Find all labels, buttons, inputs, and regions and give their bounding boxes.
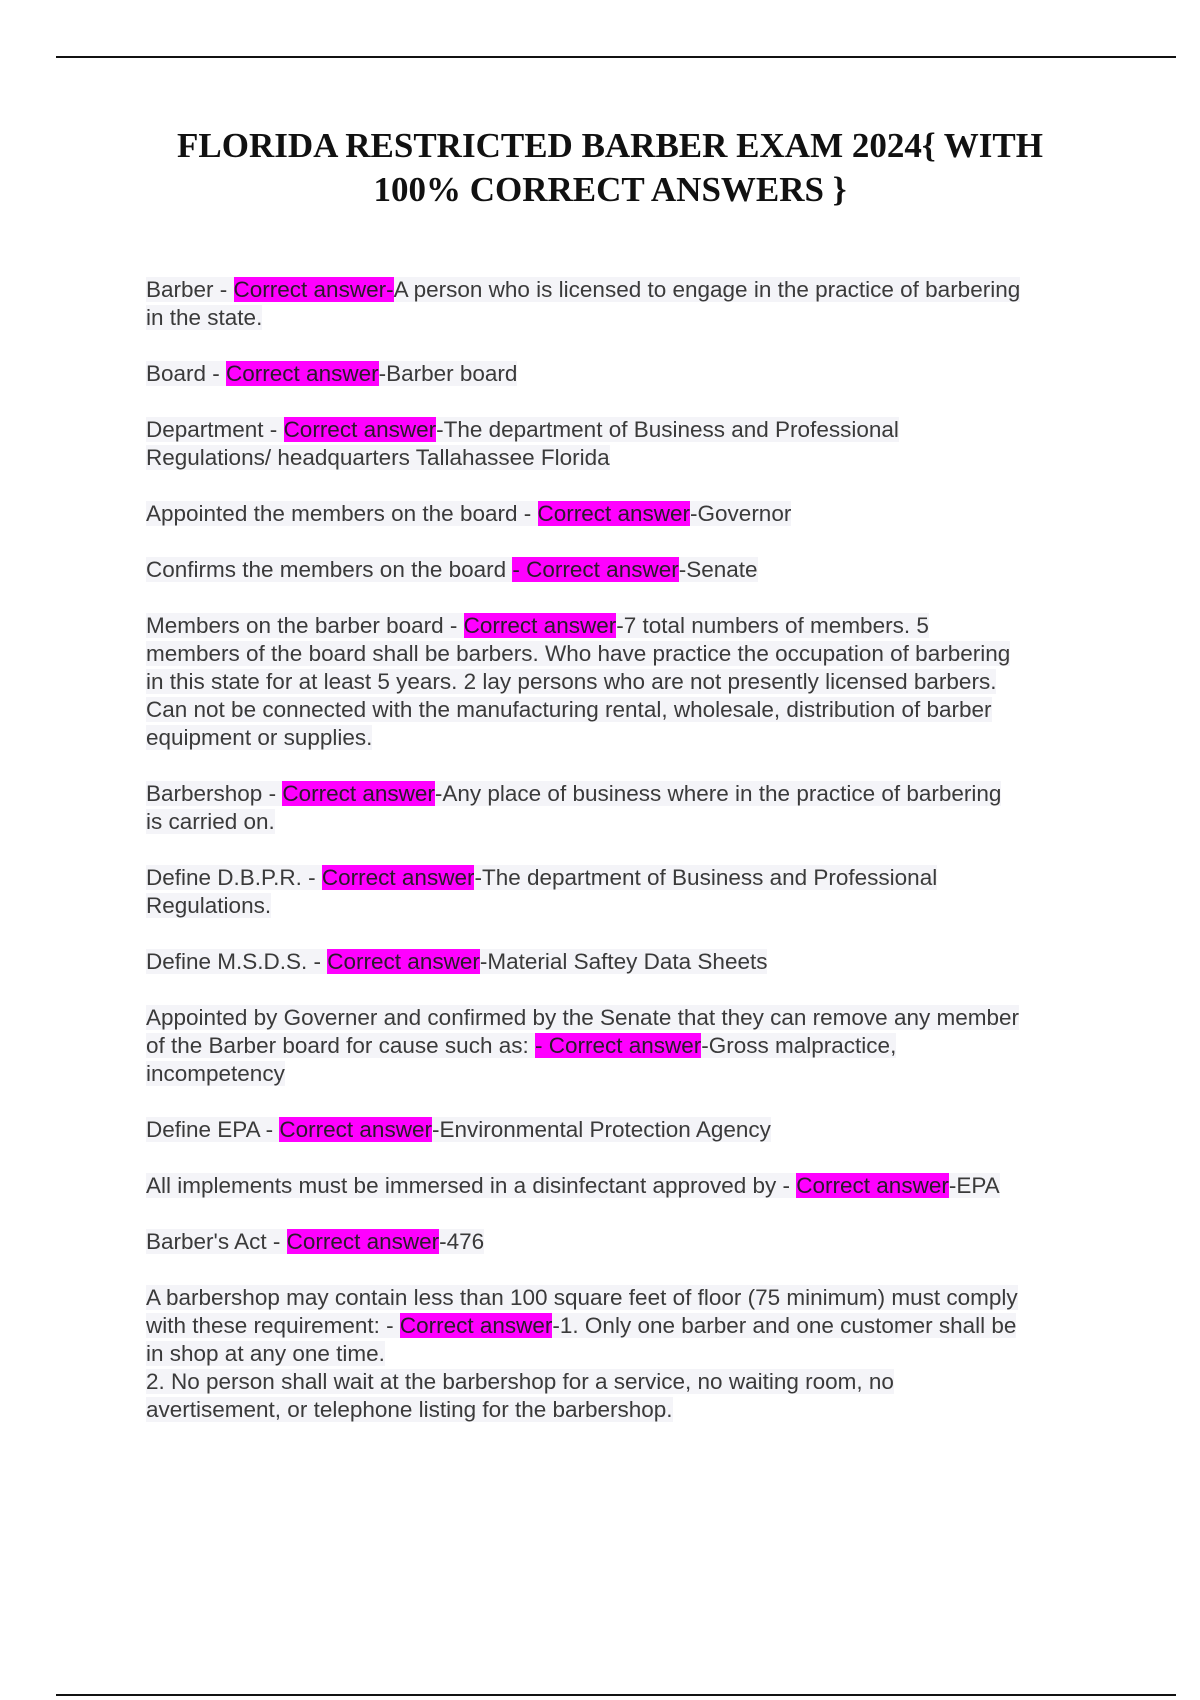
qa-text: -Environmental Protection Agency: [431, 1117, 771, 1142]
qa-text: Can not be connected with the manufacturing rental, wholesale, distribution of barber: [146, 697, 992, 722]
document-title: [130, 124, 1090, 212]
qa-text: Barber's Act -: [146, 1229, 287, 1254]
qa-text: Appointed the members on the board -: [146, 501, 538, 526]
qa-text: -EPA: [948, 1173, 1000, 1198]
qa-line: [146, 500, 1096, 528]
correct-answer-highlight: Correct answer: [226, 361, 379, 386]
qa-line: [146, 416, 1096, 444]
qa-text: Members on the barber board -: [146, 613, 464, 638]
qa-text: in shop at any one time.: [146, 1341, 385, 1366]
correct-answer-highlight: Correct answer: [279, 1117, 432, 1142]
qa-line: [146, 612, 1096, 640]
qa-line: [146, 724, 1096, 752]
qa-text: Board -: [146, 361, 227, 386]
qa-text: is carried on.: [146, 809, 275, 834]
qa-entry: [146, 360, 1096, 388]
bottom-rule: [56, 1694, 1176, 1696]
correct-answer-highlight: Correct answer: [282, 781, 435, 806]
qa-text: -1. Only one barber and one customer shall be: [552, 1313, 1017, 1338]
qa-line: [146, 444, 1096, 472]
qa-text: -Gross malpractice,: [701, 1033, 897, 1058]
qa-text: All implements must be immersed in a disinfectant approved by -: [146, 1173, 797, 1198]
correct-answer-highlight: Correct answer: [796, 1173, 949, 1198]
qa-line: [146, 808, 1096, 836]
qa-text: -7 total numbers of members. 5: [616, 613, 929, 638]
correct-answer-highlight: Correct answer: [321, 865, 475, 890]
qa-line: [146, 668, 1096, 696]
qa-text: 2. No person shall wait at the barbershop for a service, no waiting room, no: [146, 1369, 894, 1394]
qa-entry: [146, 1004, 1096, 1088]
qa-text: -The department of Business and Professional: [474, 865, 938, 890]
qa-entry: [146, 864, 1096, 920]
qa-text: -476: [439, 1229, 485, 1254]
qa-line: [146, 780, 1096, 808]
qa-line: [146, 1312, 1096, 1340]
qa-text: Regulations.: [146, 893, 272, 918]
qa-line: [146, 696, 1096, 724]
qa-entry: [146, 1172, 1096, 1200]
qa-entry: [146, 612, 1096, 752]
qa-text: Department -: [146, 417, 284, 442]
qa-line: [146, 1284, 1096, 1312]
qa-text: Regulations/ headquarters Tallahassee Florida: [146, 445, 610, 470]
qa-text: Define EPA -: [146, 1117, 280, 1142]
qa-line: [146, 276, 1096, 304]
qa-text: -Governor: [690, 501, 792, 526]
correct-answer-highlight: - Correct answer: [534, 1033, 702, 1058]
correct-answer-highlight: Correct answer-: [233, 277, 394, 302]
qa-entry: [146, 780, 1096, 836]
qa-line: [146, 1340, 1096, 1368]
qa-list: [146, 276, 1096, 1452]
correct-answer-highlight: Correct answer: [327, 949, 480, 974]
qa-text: Define M.S.D.S. -: [146, 949, 328, 974]
qa-line: [146, 1032, 1096, 1060]
qa-text: -Any place of business where in the practice of barbering: [434, 781, 1002, 806]
qa-entry: [146, 1228, 1096, 1256]
qa-text: A barbershop may contain less than 100 square feet of floor (75 minimum) must comply: [146, 1285, 1018, 1310]
qa-line: [146, 304, 1096, 332]
qa-line: [146, 1228, 1096, 1256]
correct-answer-highlight: Correct answer: [283, 417, 437, 442]
qa-line: [146, 1116, 1096, 1144]
qa-text: Confirms the members on the board: [146, 557, 513, 582]
title-line-1: FLORIDA RESTRICTED BARBER EXAM 2024{ WITH: [177, 126, 1043, 165]
qa-entry: [146, 948, 1096, 976]
qa-text: Barber -: [146, 277, 234, 302]
qa-text: Appointed by Governer and confirmed by the Senate that they can remove any member: [146, 1005, 1019, 1030]
qa-text: -Barber board: [378, 361, 518, 386]
qa-line: [146, 1060, 1096, 1088]
qa-text: -Senate: [678, 557, 758, 582]
qa-line: [146, 556, 1096, 584]
qa-text: Barbershop -: [146, 781, 283, 806]
qa-entry: [146, 556, 1096, 584]
top-rule: [56, 56, 1176, 58]
title-line-2: 100% CORRECT ANSWERS }: [373, 170, 847, 209]
qa-line: [146, 864, 1096, 892]
qa-line: [146, 1172, 1096, 1200]
qa-text: Define D.B.P.R. -: [146, 865, 322, 890]
qa-text: incompetency: [146, 1061, 285, 1086]
qa-entry: [146, 276, 1096, 332]
correct-answer-highlight: - Correct answer: [512, 557, 679, 582]
qa-line: [146, 640, 1096, 668]
qa-line: [146, 892, 1096, 920]
qa-text: in the state.: [146, 305, 263, 330]
qa-line: [146, 360, 1096, 388]
correct-answer-highlight: Correct answer: [537, 501, 691, 526]
qa-text: A person who is licensed to engage in the practice of barbering: [393, 277, 1021, 302]
correct-answer-highlight: Correct answer: [399, 1313, 553, 1338]
qa-line: [146, 1396, 1096, 1424]
qa-entry: [146, 416, 1096, 472]
qa-line: [146, 1368, 1096, 1396]
correct-answer-highlight: Correct answer: [463, 613, 617, 638]
qa-text: members of the board shall be barbers. Who have practice the occupation of barbering: [146, 641, 1011, 666]
qa-text: -The department of Business and Professional: [436, 417, 899, 442]
qa-line: [146, 948, 1096, 976]
qa-text: equipment or supplies.: [146, 725, 373, 750]
qa-text: of the Barber board for cause such as:: [146, 1033, 535, 1058]
qa-entry: [146, 1284, 1096, 1424]
qa-text: with these requirement: -: [146, 1313, 400, 1338]
qa-text: -Material Saftey Data Sheets: [479, 949, 768, 974]
qa-text: avertisement, or telephone listing for the barbershop.: [146, 1397, 673, 1422]
qa-line: [146, 1004, 1096, 1032]
qa-entry: [146, 500, 1096, 528]
qa-entry: [146, 1116, 1096, 1144]
correct-answer-highlight: Correct answer: [286, 1229, 440, 1254]
qa-text: in this state for at least 5 years. 2 lay persons who are not presently licensed barbers.: [146, 669, 997, 694]
